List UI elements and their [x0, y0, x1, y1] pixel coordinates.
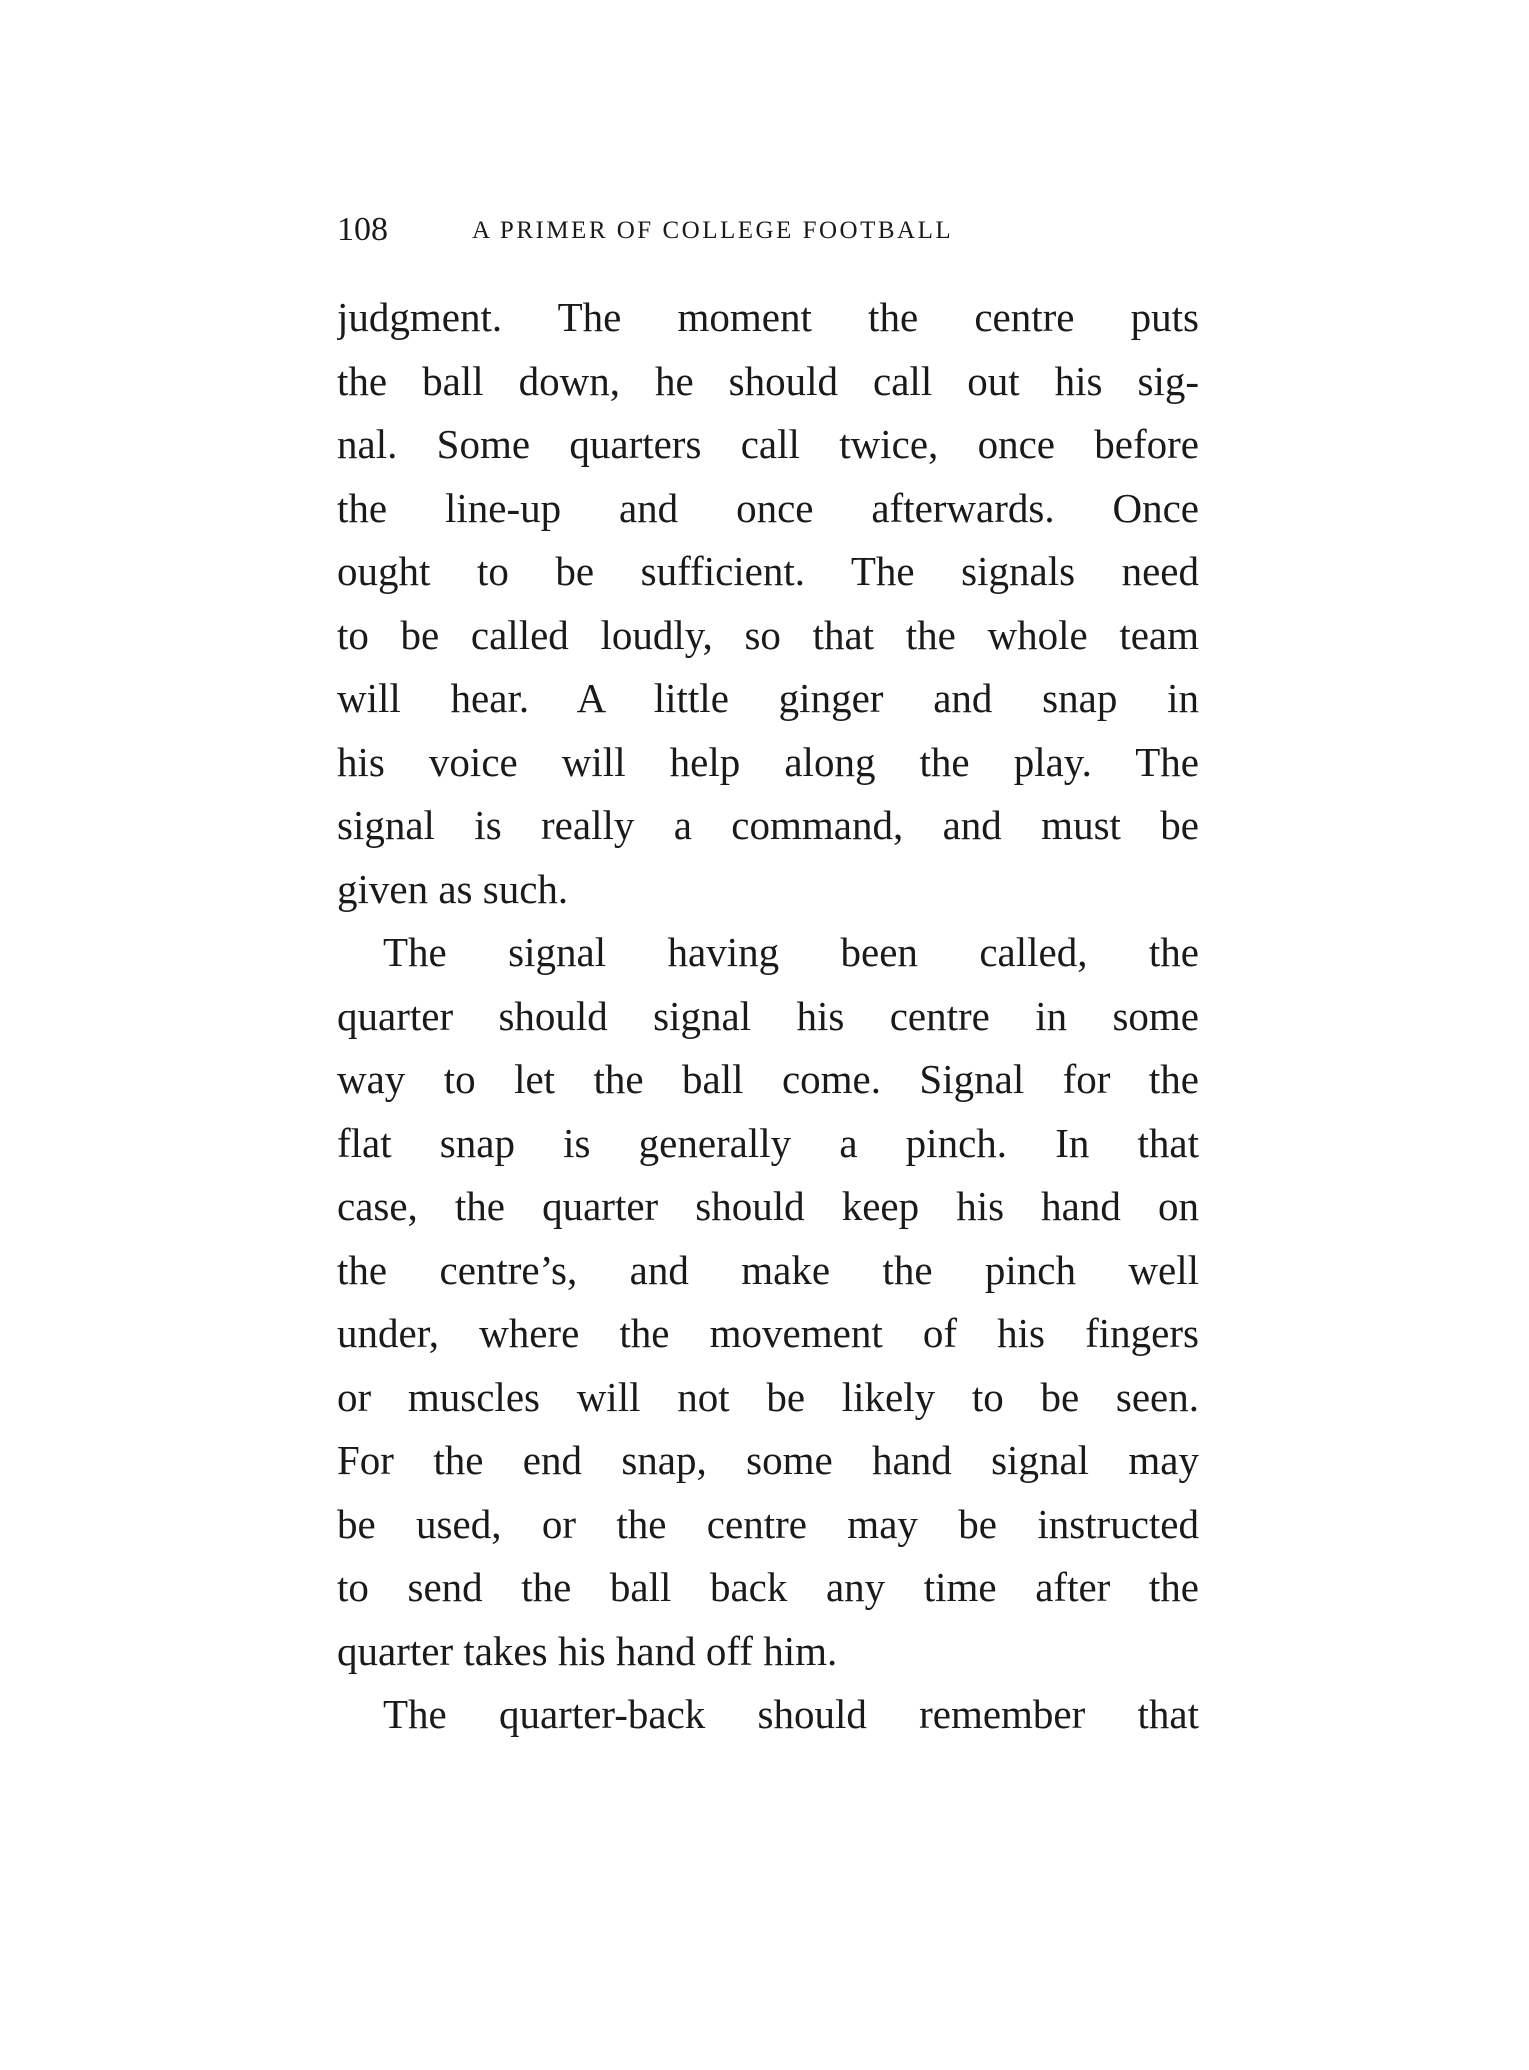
- book-title: A PRIMER OF COLLEGE FOOTBALL: [472, 217, 954, 244]
- text-line: quarter takes his hand off him.: [337, 1627, 838, 1674]
- text-line: to be called loudly, so that the whole team: [337, 611, 1199, 658]
- text-line: the ball down, he should call out his sig-: [337, 357, 1199, 404]
- text-line: The signal having been called, the: [383, 929, 1199, 975]
- text-line: or muscles will not be likely to be seen.: [337, 1373, 1199, 1420]
- text-line: case, the quarter should keep his hand on: [337, 1183, 1199, 1229]
- page-number: 108: [337, 211, 388, 248]
- text-line: to send the ball back any time after the: [337, 1564, 1199, 1610]
- text-line: his voice will help along the play. The: [337, 738, 1199, 785]
- text-line: For the end snap, some hand signal may: [337, 1437, 1199, 1483]
- text-line: ought to be sufficient. The signals need: [337, 548, 1199, 594]
- text-line: given as such.: [337, 865, 569, 912]
- text-line: signal is really a command, and must be: [337, 802, 1199, 848]
- body-text: [337, 286, 1199, 1747]
- text-line: way to let the ball come. Signal for the: [337, 1056, 1199, 1102]
- text-line: be used, or the centre may be instructed: [337, 1500, 1199, 1547]
- text-line: The quarter-back should remember that: [383, 1691, 1199, 1737]
- text-line: will hear. A little ginger and snap in: [337, 675, 1199, 721]
- text-line: under, where the movement of his fingers: [337, 1310, 1199, 1356]
- text-line: flat snap is generally a pinch. In that: [337, 1119, 1199, 1166]
- text-line: the line-up and once afterwards. Once: [337, 484, 1199, 531]
- text-line: judgment. The moment the centre puts: [337, 294, 1199, 340]
- text-line: the centre’s, and make the pinch well: [337, 1246, 1199, 1293]
- running-head: [337, 208, 1127, 252]
- text-line: quarter should signal his centre in some: [337, 992, 1199, 1039]
- text-line: nal. Some quarters call twice, once before: [337, 421, 1199, 467]
